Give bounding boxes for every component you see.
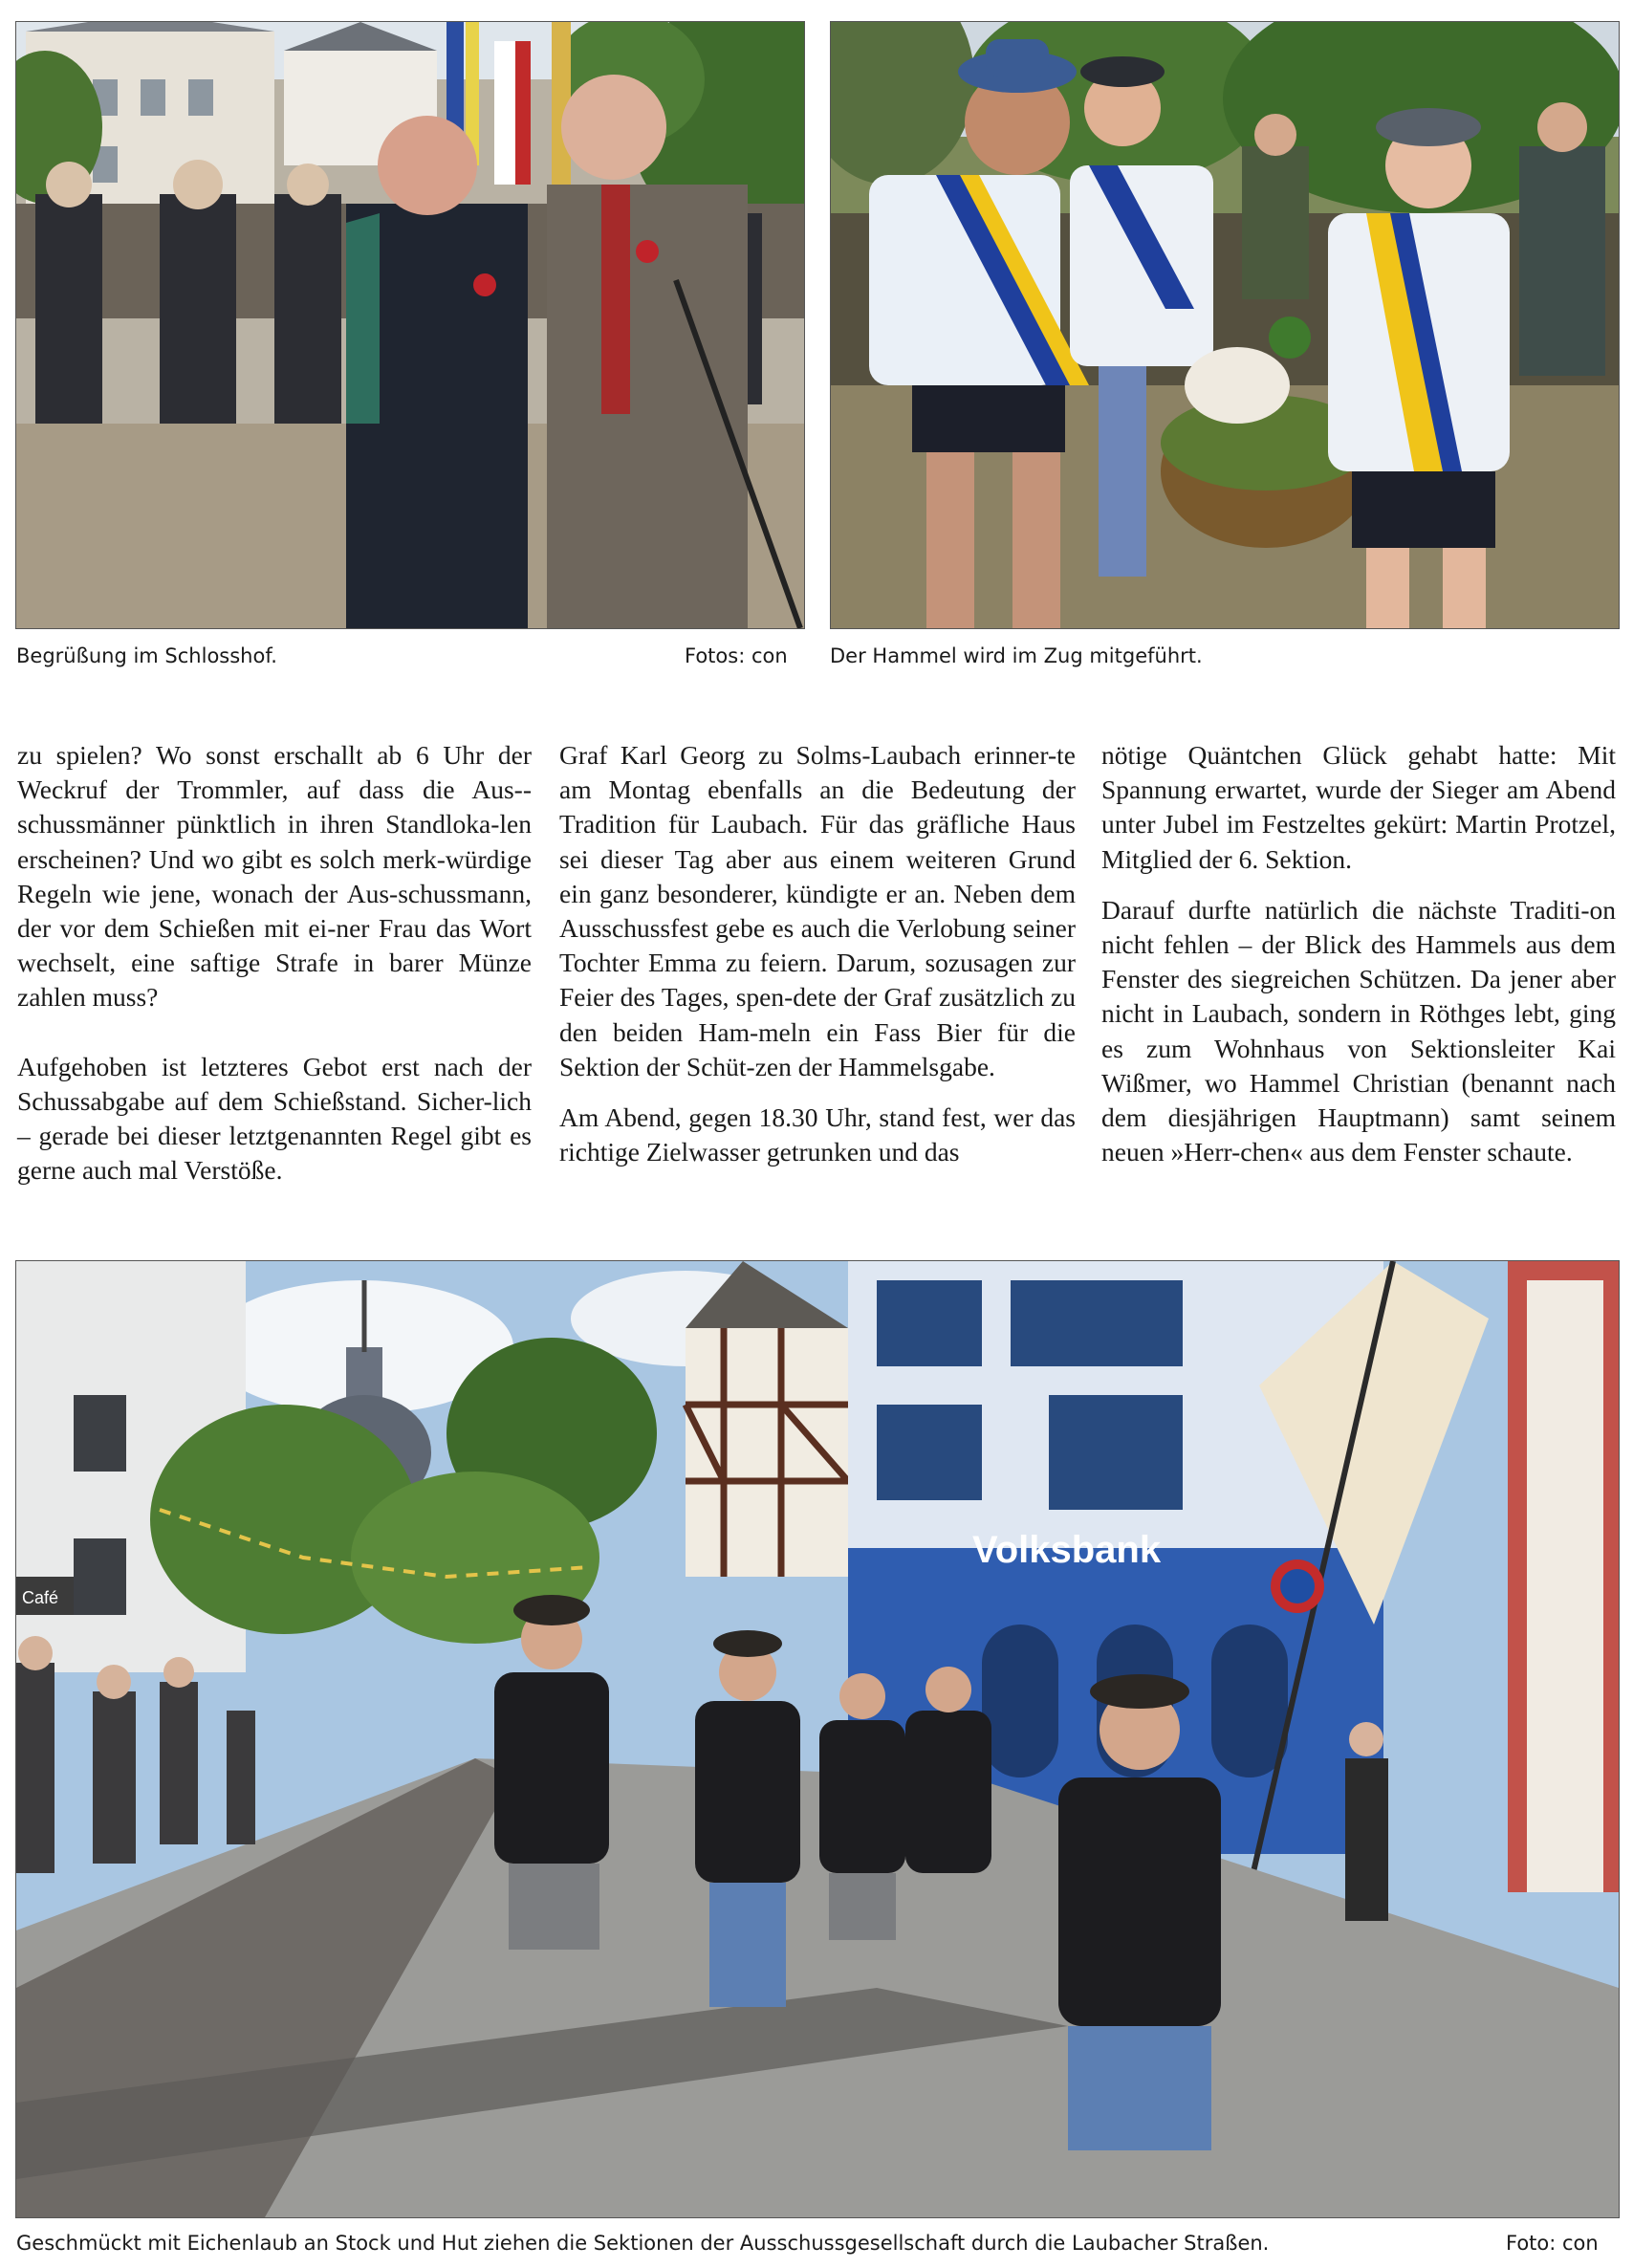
article-column-1 xyxy=(17,738,532,1188)
article-paragraph: nötige Quäntchen Glück gehabt hatte: Mit Spannung erwartet, wurde der Sieger am Abend unter Jubel im Festzeltes gekürt: Martin Protzel, Mitglied der 6. Sektion. xyxy=(1101,740,1616,874)
photo-ram-in-procession xyxy=(830,21,1620,629)
caption-ram: Der Hammel wird im Zug mitgeführt. xyxy=(830,644,1203,667)
article-paragraph: Darauf durfte natürlich die nächste Traditi-on nicht fehlen – der Blick des Hammels aus dem Fenster des siegreichen Schützen. Da jener aber nicht in Laubach, sondern in Röthges lebt, ging es zum Wohnhaus von Sektionsleiter Kai Wißmer, wo Hammel Christian (benannt nach dem diesjährigen Hauptmann) samt seinem neuen »Herr-chen« aus dem Fenster schaute. xyxy=(1101,894,1616,1167)
photo-procession-street xyxy=(15,1260,1620,2218)
caption-greeting: Begrüßung im Schlosshof. xyxy=(16,644,277,667)
article-paragraph: Am Abend, gegen 18.30 Uhr, stand fest, wer das richtige Zielwasser getrunken und das xyxy=(559,1102,1076,1167)
facade-sign-cafe: Café xyxy=(22,1588,59,1607)
article-column-3 xyxy=(1101,738,1616,1169)
article-paragraph: Graf Karl Georg zu Solms-Laubach erinner-te am Montag ebenfalls an die Bedeutung der Tradition für Laubach. Für das gräfliche Haus sei dieser Tag aber aus einem weiteren Grund ein ganz besonderer, kündigte er an. Neben dem Ausschussfest gebe es auch die Verlobung seiner Tochter Emma zu feiern. Darum, sozusagen zur Feier des Tages, spen-dete der Graf zusätzlich zu den beiden Ham-meln ein Fass Bier für die Sektion der Schüt-zen der Hammelsgabe. xyxy=(559,740,1076,1081)
photo-greeting-castle-courtyard xyxy=(15,21,805,629)
photo-credit-bottom: Foto: con xyxy=(1506,2232,1599,2255)
photo-credit-top: Fotos: con xyxy=(685,644,788,667)
article-column-2 xyxy=(559,738,1076,1169)
article-paragraph: zu spielen? Wo sonst erschallt ab 6 Uhr der Weckruf der Trommler, auf dass die Aus-schussmänner pünktlich in ihren Standloka-len erscheinen? Und wo gibt es solch merk-würdige Regeln wie jene, wonach der Aus-schussmann, der vor dem Schießen mit ei-ner Frau das Wort wechselt, eine saftige Strafe in barer Münze zahlen muss? xyxy=(17,740,532,1013)
caption-procession: Geschmückt mit Eichenlaub an Stock und Hut ziehen die Sektionen der Ausschussgesellschaft durch die Laubacher Straßen. xyxy=(16,2232,1270,2255)
bank-sign: Volksbank xyxy=(972,1529,1162,1571)
article-paragraph: Aufgehoben ist letzteres Gebot erst nach der Schussabgabe auf dem Schießstand. Sicher-lich – gerade bei dieser letztgenannten Regel gibt es gerne auch mal Verstöße. xyxy=(17,1051,532,1186)
